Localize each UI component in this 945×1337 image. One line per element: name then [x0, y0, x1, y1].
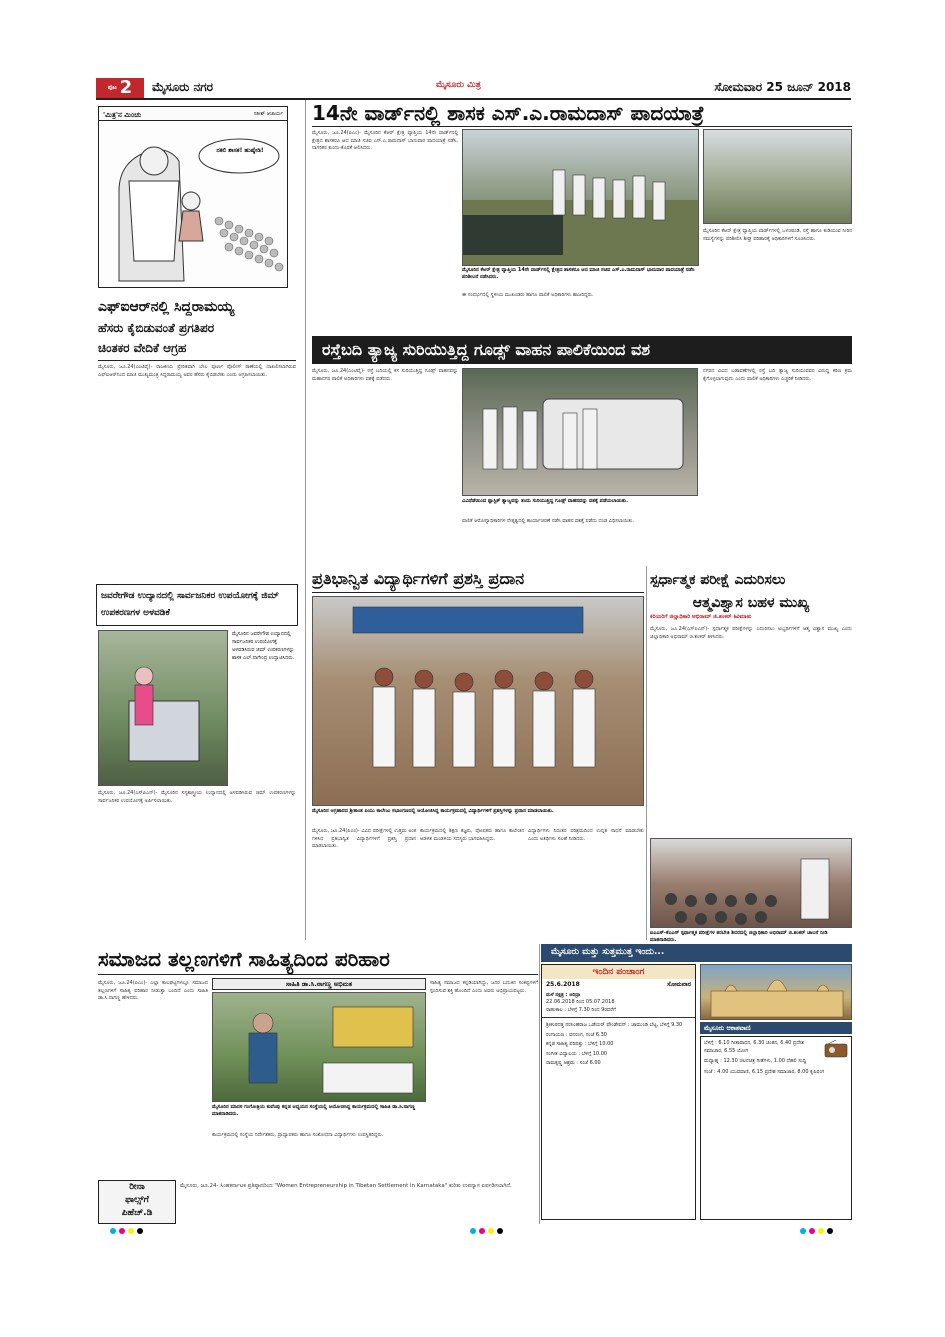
fir-headline: ಎಫ್‌ಐಆರ್‌ನಲ್ಲಿ ಸಿದ್ದರಾಮಯ್ಯ	[98, 299, 235, 315]
cartoon-title: 'ಮಿತ್ರ'ನ ಮಿಂಚು	[103, 111, 142, 119]
tibetan-note: ಮೈಸೂರು, ಜೂ.24- ಸಿಂಹಕರ್ನಾಟಕ ಪ್ರತಿಷ್ಠಾನದಿಂದ "Women Entrepreneurship in Tibetan Settlement in Karnataka" ಕುರಿತು ಉಪನ್ಯಾಸ ಏರ್ಪಡಿಸಲಾಗಿದೆ.	[180, 1183, 512, 1189]
exam-photo	[650, 838, 852, 928]
palace-photo	[700, 964, 852, 1020]
award-caption: ಮೈಸೂರಿನ ಅಗ್ರಹಾರದ ಶ್ರೀಕಾಂತ ಪಿಯು ಕಾಲೇಜು ಸಭಾಂಗಣದಲ್ಲಿ ಆಯೋಜಿಸಿದ್ದ ಕಾರ್ಯಕ್ರಮದಲ್ಲಿ ವಿದ್ಯಾರ್ಥಿಗಳಿಗೆ ಪ್ರಶಸ್ತಿಗಳನ್ನು ಪ್ರದಾನ ಮಾಡಲಾಯಿತು.	[312, 808, 554, 814]
society-body-2: ಸಾಹಿತ್ಯ ಸಮಾಜದ ಕನ್ನಡಿಯಾಗಿದ್ದು, ಜನರ ಬದುಕಿನ ಸಂಕಷ್ಟಗಳಿಗೆ ಸ್ಪಂದಿಸುವ ಶಕ್ತಿ ಹೊಂದಿದೆ ಎಂದು ಅವರು ಅಭಿಪ್ರಾಯಪಟ್ಟರು.	[430, 980, 538, 994]
society-caption: ಮೈಸೂರಿನ ಮಾನಸ ಗಂಗೋತ್ರಿಯ ಕುವೆಂಪು ಕನ್ನಡ ಅಧ್ಯಯನ ಸಂಸ್ಥೆಯಲ್ಲಿ ಆಯೋಜಿಸಿದ್ದ ಕಾರ್ಯಕ್ರಮದಲ್ಲಿ ಸಾಹಿತಿ ಡಾ.ಸಿ.ನಾಗಣ್ಣ ಮಾತನಾಡಿದರು.	[212, 1104, 416, 1117]
society-headline: ಸಮಾಜದ ತಲ್ಲಣಗಳಿಗೆ ಸಾಹಿತ್ಯದಿಂದ ಪರಿಹಾರ	[98, 947, 390, 971]
padayatra-headline: 14ನೇ ವಾರ್ಡ್‌ನಲ್ಲಿ ಶಾಸಕ ಎಸ್.ಎ.ರಾಮದಾಸ್ ಪಾದಯಾತ್ರೆ	[312, 101, 704, 125]
registration-marks	[470, 1228, 503, 1234]
event-item: ಕನ್ನಡ ಸಾಹಿತ್ಯ ಪರಿಷತ್ತು : ಬೆಳಿಗ್ಗೆ 10.00	[546, 1041, 614, 1048]
newspaper-page: ಪುಟ 2 ಮೈಸೂರು ನಗರ ಮೈಸೂರು ಮಿತ್ರ ಸೋಮವಾರ 25 ಜೂನ್ 2018 'ಮಿತ್ರ'ನ ಮಿಂಚು ಸತೀಶ್ ಆಚಾರ್ಯ ನಕಲಿ ಶಾಸಕ! ಹುಷ್ಕೇಡಿ! 14ನೇ ವಾರ್ಡ್‌ನಲ್ಲಿ ಶಾಸಕ ಎಸ್.ಎ.ರಾಮದಾಸ್ ಪಾದಯಾತ್ರೆ ಮೈಸೂರು, ಜೂ.24(ಪಿಎಂ)- ಮೈಸೂರಿನ ಕೆಆರ್ ಕ್ಷೇತ್ರ ವ್ಯಾಪ್ತಿಯ 14ನೇ ವಾರ್ಡ್‌ನಲ್ಲಿ ಕ್ಷೇತ್ರದ ಶಾಸಕರೂ ಆದ ಮಾಜಿ ಸಚಿವ ಎಸ್.ಎ.ರಾಮದಾಸ್ ಭಾನುವಾರ ಪಾದಯಾತ್ರೆ ನಡೆಸಿ, ನಾಗರಿಕರ ಕುಂದು-ಕೊರತೆ ಆಲಿಸಿದರು. ಮೈಸೂರಿನ ಕೆಆರ್ ಕ್ಷೇತ್ರ ವ್ಯಾಪ್ತಿಯ 14ನೇ ವಾರ್ಡ್‌ನಲ್ಲಿ ಕ್ಷೇತ್ರದ ಶಾಸಕರೂ ಆದ ಮಾಜಿ ಸಚಿವ ಎಸ್.ಎ.ರಾಮದಾಸ್ ಭಾನುವಾರ ಪಾದಯಾತ್ರೆ ನಡೆಸಿ ಪರಿಶೀಲನೆ ನಡೆಸಿದರು. ಮೈಸೂರಿನ ಕೆಆರ್ ಕ್ಷೇತ್ರ ವ್ಯಾಪ್ತಿಯ ವಾರ್ಡ್‌ಗಳಲ್ಲಿ ಒಳಚರಂಡಿ, ರಸ್ತೆ ಹಾಗೂ ಕುಡಿಯುವ ನೀರಿನ ಸಮಸ್ಯೆಗಳನ್ನು ಪರಿಶೀಲಿಸಿ ಶೀಘ್ರ ಪರಿಹಾರಕ್ಕೆ ಅಧಿಕಾರಿಗಳಿಗೆ ಸೂಚಿಸಿದರು. ಈ ಸಂದರ್ಭದಲ್ಲಿ ಸ್ಥಳೀಯ ಮುಖಂಡರು ಹಾಗೂ ಪಾಲಿಕೆ ಅಧಿಕಾರಿಗಳು ಹಾಜರಿದ್ದರು. ಎಫ್‌ಐಆರ್‌ನಲ್ಲಿ ಸಿದ್ದರಾಮಯ್ಯ ಹೆಸರು ಕೈಬಿಡುವಂತೆ ಪ್ರಗತಿಪರ ಚಿಂತಕರ ವೇದಿಕೆ ಆಗ್ರಹ ಮೈಸೂರು, ಜೂ.24(ಎಂಟಿವೈ)- ರಾಜಕೀಯ ಪ್ರೇರಿತವಾಗಿ ಬೇಲ ಪೂರ್ಣ ಪೊಲೀಸ್ ಠಾಣೆಯಲ್ಲಿ ದಾಖಲಿಸಲಾಗಿರುವ ಎಫ್‌ಐಆರ್‌ನಿಂದ ಮಾಜಿ ಮುಖ್ಯಮಂತ್ರಿ ಸಿದ್ದರಾಮಯ್ಯ ಅವರ ಹೆಸರು ಕೈಬಿಡಬೇಕು ಎಂದು ಆಗ್ರಹಿಸಲಾಯಿತು. ರಸ್ತೆಬದಿ ತ್ಯಾಜ್ಯ ಸುರಿಯುತ್ತಿದ್ದ ಗೂಡ್ಸ್ ವಾಹನ ಪಾಲಿಕೆಯಿಂದ ವಶ ಮೈಸೂರು, ಜೂ.24(ಎಂಟಿವೈ)- ರಸ್ತೆ ಬದಿಯಲ್ಲಿ ಕಸ ಸುರಿಯುತ್ತಿದ್ದ ಗೂಡ್ಸ್ ವಾಹನವನ್ನು ಮಹಾನಗರ ಪಾಲಿಕೆ ಅಧಿಕಾರಿಗಳು ವಶಕ್ಕೆ ಪಡೆದರು. ವಿವಿಧೆಡೆಯಿಂದ ಪ್ಲಾಸ್ಟಿಕ್ ತ್ಯಾಜ್ಯವನ್ನು ತಂದು ಸುರಿಯುತ್ತಿದ್ದ ಗೂಡ್ಸ್ ವಾಹನವನ್ನು ವಶಕ್ಕೆ ಪಡೆಯಲಾಯಿತು. ಪಾಲಿಕೆ ಆರೋಗ್ಯಾಧಿಕಾರಿಗಳ ನೇತೃತ್ವದಲ್ಲಿ ಕಾರ್ಯಾಚರಣೆ ನಡೆಸಿ ವಾಹನ ವಶಕ್ಕೆ ಪಡೆದು ದಂಡ ವಿಧಿಸಲಾಯಿತು. ನಗರದ ವಿವಿಧ ಬಡಾವಣೆಗಳಲ್ಲಿ ರಸ್ತೆ ಬದಿ ತ್ಯಾಜ್ಯ ಸುರಿಯುವವರ ವಿರುದ್ಧ ಕಠಿಣ ಕ್ರಮ ಕೈಗೊಳ್ಳಲಾಗುವುದು ಎಂದು ಪಾಲಿಕೆ ಅಧಿಕಾರಿಗಳು ಎಚ್ಚರಿಕೆ ನೀಡಿದರು. ಜವರೇಗೌಡ ಉದ್ಯಾನದಲ್ಲಿ ಸಾರ್ವಜನಿಕರ ಉಪಯೋಗಕ್ಕೆ ಜಿಮ್ ಉಪಕರಣಗಳ ಅಳವಡಿಕೆ ಮೈಸೂರಿನ ಜವರೇಗೌಡ ಉದ್ಯಾನದಲ್ಲಿ ಸಾರ್ವಜನಿಕರ ಉಪಯೋಗಕ್ಕೆ ಅಳವಡಿಸಿರುವ ಜಿಮ್ ಉಪಕರಣಗಳನ್ನು ಶಾಸಕ ಎಲ್.ನಾಗೇಂದ್ರ ಉದ್ಘಾಟಿಸಿದರು. ಮೈಸೂರು, ಜೂ.24(ಎಸ್‌ಪಿಎನ್)- ಮೈಸೂರಿನ ಸಸ್ಯಶಾಸ್ತ್ರೀಯ ಉದ್ಯಾನದಲ್ಲಿ ಅಳವಡಿಸಿರುವ ಜಿಮ್ ಉಪಕರಣಗಳನ್ನು ಸಾರ್ವಜನಿಕರ ಉಪಯೋಗಕ್ಕೆ ಅರ್ಪಿಸಲಾಯಿತು. ಪ್ರತಿಭಾನ್ವಿತ ವಿದ್ಯಾರ್ಥಿಗಳಿಗೆ ಪ್ರಶಸ್ತಿ ಪ್ರದಾನ ಮೈಸೂರಿನ ಅಗ್ರಹಾರದ ಶ್ರೀಕಾಂತ ಪಿಯು ಕಾಲೇಜು ಸಭಾಂಗಣದಲ್ಲಿ ಆಯೋಜಿಸಿದ್ದ ಕಾರ್ಯಕ್ರಮದಲ್ಲಿ ವಿದ್ಯಾರ್ಥಿಗಳಿಗೆ ಪ್ರಶಸ್ತಿಗಳನ್ನು ಪ್ರದಾನ ಮಾಡಲಾಯಿತು. ಮೈಸೂರು, ಜೂ.24(ಪಿಎಂ)- ವಿವಿಧ ಪರೀಕ್ಷೆಗಳಲ್ಲಿ ಉತ್ತಮ ಅಂಕ ಗಳಿಸಿದ ಪ್ರತಿಭಾನ್ವಿತ ವಿದ್ಯಾರ್ಥಿಗಳಿಗೆ ಪ್ರಶಸ್ತಿ ಪ್ರದಾನ ಮಾಡಲಾಯಿತು. ಕಾರ್ಯಕ್ರಮದಲ್ಲಿ ಶಿಕ್ಷಣ ತಜ್ಞರು, ಪೋಷಕರು ಹಾಗೂ ಕಾಲೇಜಿನ ಆಡಳಿತ ಮಂಡಳಿಯ ಸದಸ್ಯರು ಭಾಗವಹಿಸಿದ್ದರು. ವಿದ್ಯಾರ್ಥಿಗಳು ನಿರಂತರ ಪರಿಶ್ರಮದಿಂದ ಉನ್ನತ ಸಾಧನೆ ಮಾಡಬೇಕು ಎಂದು ಅತಿಥಿಗಳು ಸಲಹೆ ನೀಡಿದರು. ಸ್ಪರ್ಧಾತ್ಮಕ ಪರೀಕ್ಷೆ ಎದುರಿಸಲು ಆತ್ಮವಿಶ್ವಾಸ ಬಹಳ ಮುಖ್ಯ ಕಿರಿಯರಿಗೆ ಜಿಲ್ಲಾಧಿಕಾರಿ ಅಭಿರಾಮ್ ಜಿ.ಶಂಕರ್ ಕಿವಿಮಾತು ಮೈಸೂರು, ಜೂ.24(ಎಸ್‌ಪಿಎನ್)- ಸ್ಪರ್ಧಾತ್ಮಕ ಪರೀಕ್ಷೆಗಳನ್ನು ಎದುರಿಸಲು ಅಭ್ಯರ್ಥಿಗಳಿಗೆ ಆತ್ಮ ವಿಶ್ವಾಸ ಮುಖ್ಯ ಎಂದು ಜಿಲ್ಲಾಧಿಕಾರಿ ಅಭಿರಾಮ್ ಜಿ.ಶಂಕರ್ ತಿಳಿಸಿದರು. ಐಎಎಸ್-ಕೆಎಎಸ್ ಸ್ಪರ್ಧಾತ್ಮಕ ಪರೀಕ್ಷೆಗಳ ತರಬೇತಿ ಶಿಬಿರದಲ್ಲಿ ಜಿಲ್ಲಾಧಿಕಾರಿ ಅಭಿರಾಮ್ ಜಿ.ಶಂಕರ್ ಚಾಲನೆ ನೀಡಿ ಮಾತನಾಡಿದರು. ಸಮಾಜದ ತಲ್ಲಣಗಳಿಗೆ ಸಾಹಿತ್ಯದಿಂದ ಪರಿಹಾರ ಮೈಸೂರು, ಜೂ.24(ಪಿಎಂ)- ಎಲ್ಲಾ ಕಾಲಘಟ್ಟಗಳಲ್ಲೂ ಸಮಾಜದ ತಲ್ಲಣಗಳಿಗೆ ಸಾಹಿತ್ಯ ಪರಿಹಾರ ನೀಡುತ್ತಾ ಬಂದಿದೆ ಎಂದು ಸಾಹಿತಿ ಡಾ.ಸಿ.ನಾಗಣ್ಣ ಹೇಳಿದರು. ಸಾಹಿತಿ ಡಾ.ಸಿ.ನಾಗಣ್ಣ ಅಭಿಮತ ಮೈಸೂರಿನ ಮಾನಸ ಗಂಗೋತ್ರಿಯ ಕುವೆಂಪು ಕನ್ನಡ ಅಧ್ಯಯನ ಸಂಸ್ಥೆಯಲ್ಲಿ ಆಯೋಜಿಸಿದ್ದ ಕಾರ್ಯಕ್ರಮದಲ್ಲಿ ಸಾಹಿತಿ ಡಾ.ಸಿ.ನಾಗಣ್ಣ ಮಾತನಾಡಿದರು. ಸಾಹಿತ್ಯ ಸಮಾಜದ ಕನ್ನಡಿಯಾಗಿದ್ದು, ಜನರ ಬದುಕಿನ ಸಂಕಷ್ಟಗಳಿಗೆ ಸ್ಪಂದಿಸುವ ಶಕ್ತಿ ಹೊಂದಿದೆ ಎಂದು ಅವರು ಅಭಿಪ್ರಾಯಪಟ್ಟರು. ಕಾರ್ಯಕ್ರಮದಲ್ಲಿ ಸಂಸ್ಥೆಯ ನಿರ್ದೇಶಕರು, ಪ್ರಾಧ್ಯಾಪಕರು ಹಾಗೂ ಸಂಶೋಧನಾ ವಿದ್ಯಾರ್ಥಿಗಳು ಉಪಸ್ಥಿತರಿದ್ದರು. ರೀನಾ ಫಾಲ್ಸ್‌ಗೆ ಪಿಹೆಚ್.ಡಿ ಮೈಸೂರು, ಜೂ.24- ಸಿಂಹಕರ್ನಾಟಕ ಪ್ರತಿಷ್ಠಾನದಿಂದ "Women Entrepreneurship in Tibetan Settlement in Karnataka" ಕುರಿತು ಉಪನ್ಯಾಸ ಏರ್ಪಡಿಸಲಾಗಿದೆ. ಮೈಸೂರು ಮತ್ತು ಸುತ್ತಮುತ್ತ ಇಂದು... ಇಂದಿನ ಪಂಚಾಂಗ 25.6.2018 ಸೋಮವಾರ ಮಳೆ ನಕ್ಷತ್ರ : ಆರಿದ್ರಾ 22.06.2018 ರಿಂದ 05.07.2018 ರಾಹುಕಾಲ : ಬೆಳಿಗ್ಗೆ 7.30 ರಿಂದ 9ರವರೆಗೆ ಶ್ರೀಕಂಠದತ್ತ ನರಸಿಂಹರಾಜ ಒಡೆಯರ್ ಫೌಂಡೇಷನ್ : ಚಾಮುಂಡಿ ಬೆಟ್ಟ, ಬೆಳಿಗ್ಗೆ 9.30 ರಂಗಾಯಣ : ವನರಂಗ, ಸಂಜೆ 6.30 ಕನ್ನಡ ಸಾಹಿತ್ಯ ಪರಿಷತ್ತು : ಬೆಳಿಗ್ಗೆ 10.00 ಸಂಗೀತ ವಿದ್ಯಾಲಯ : ಬೆಳಿಗ್ಗೆ 10.00 ರಾಮಕೃಷ್ಣ ಆಶ್ರಮ : ಸಂಜೆ 6.00 ಮೈಸೂರು ಆಕಾಶವಾಣಿ ಬೆಳಿಗ್ಗೆ : 6.10 ಗೀತಾರಾಧನ, 6.30 ಚಿಂತನ, 6.40 ಪ್ರದೇಶ ಸಮಾಚಾರ, 6.55 ಯೋಗ ಮಧ್ಯಾಹ್ನ : 12.30 ಚಲನಚಿತ್ರ ಗೀತೆಗಳು, 1.00 ದೆಹಲಿ ಸುದ್ದಿ ಸಂಜೆ : 4.00 ಯುವವಾಣಿ, 6.15 ಪ್ರದೇಶ ಸಮಾಚಾರ, 8.00 ಕೃಷಿರಂಗ	[0, 0, 945, 1337]
radio-item: ಸಂಜೆ : 4.00 ಯುವವಾಣಿ, 6.15 ಪ್ರದೇಶ ಸಮಾಚಾರ, 8.00 ಕೃಷಿರಂಗ	[704, 1068, 825, 1075]
padayatra-body: ಮೈಸೂರು, ಜೂ.24(ಪಿಎಂ)- ಮೈಸೂರಿನ ಕೆಆರ್ ಕ್ಷೇತ್ರ ವ್ಯಾಪ್ತಿಯ 14ನೇ ವಾರ್ಡ್‌ನಲ್ಲಿ ಕ್ಷೇತ್ರದ ಶಾಸಕರೂ ಆದ ಮಾಜಿ ಸಚಿವ ಎಸ್.ಎ.ರಾಮದಾಸ್ ಭಾನುವಾರ ಪಾದಯಾತ್ರೆ ನಡೆಸಿ, ನಾಗರಿಕರ ಕುಂದು-ಕೊರತೆ ಆಲಿಸಿದರು.	[312, 130, 458, 151]
cartoon-box	[98, 106, 288, 288]
page-number-badge	[96, 78, 144, 98]
exam-caption: ಐಎಎಸ್-ಕೆಎಎಸ್ ಸ್ಪರ್ಧಾತ್ಮಕ ಪರೀಕ್ಷೆಗಳ ತರಬೇತಿ ಶಿಬಿರದಲ್ಲಿ ಜಿಲ್ಲಾಧಿಕಾರಿ ಅಭಿರಾಮ್ ಜಿ.ಶಂಕರ್ ಚಾಲನೆ ನೀಡಿ ಮಾತನಾಡಿದರು.	[650, 930, 828, 943]
panchanga-weekday: ಸೋಮವಾರ	[667, 981, 691, 988]
award-body-3: ವಿದ್ಯಾರ್ಥಿಗಳು ನಿರಂತರ ಪರಿಶ್ರಮದಿಂದ ಉನ್ನತ ಸಾಧನೆ ಮಾಡಬೇಕು ಎಂದು ಅತಿಥಿಗಳು ಸಲಹೆ ನೀಡಿದರು.	[528, 828, 644, 842]
panchanga-range: 22.06.2018 ರಿಂದ 05.07.2018	[546, 999, 615, 1006]
event-item: ರಾಮಕೃಷ್ಣ ಆಶ್ರಮ : ಸಂಜೆ 6.00	[546, 1060, 601, 1067]
radio-box	[700, 1036, 852, 1220]
padayatra-body-3: ಈ ಸಂದರ್ಭದಲ್ಲಿ ಸ್ಥಳೀಯ ಮುಖಂಡರು ಹಾಗೂ ಪಾಲಿಕೆ ಅಧಿಕಾರಿಗಳು ಹಾಜರಿದ್ದರು.	[462, 292, 594, 298]
phd-ad-box	[98, 1180, 176, 1224]
award-photo	[312, 596, 644, 806]
goods-caption: ವಿವಿಧೆಡೆಯಿಂದ ಪ್ಲಾಸ್ಟಿಕ್ ತ್ಯಾಜ್ಯವನ್ನು ತಂದು ಸುರಿಯುತ್ತಿದ್ದ ಗೂಡ್ಸ್ ವಾಹನವನ್ನು ವಶಕ್ಕೆ ಪಡೆಯಲಾಯಿತು.	[462, 498, 628, 504]
gym-headline-box	[96, 584, 298, 626]
paper-name: ಮೈಸೂರು ಮಿತ್ರ	[436, 80, 481, 90]
gym-headline: ಜವರೇಗೌಡ ಉದ್ಯಾನದಲ್ಲಿ ಸಾರ್ವಜನಿಕರ ಉಪಯೋಗಕ್ಕೆ ಜಿಮ್ ಉಪಕರಣಗಳ ಅಳವಡಿಕೆ	[101, 591, 279, 618]
ad-line-2: ಫಾಲ್ಸ್‌ಗೆ	[125, 1195, 149, 1205]
goods-headline: ರಸ್ತೆಬದಿ ತ್ಯಾಜ್ಯ ಸುರಿಯುತ್ತಿದ್ದ ಗೂಡ್ಸ್ ವಾಹನ ಪಾಲಿಕೆಯಿಂದ ವಶ	[312, 336, 852, 364]
gym-side-caption: ಮೈಸೂರಿನ ಜವರೇಗೌಡ ಉದ್ಯಾನದಲ್ಲಿ ಸಾರ್ವಜನಿಕರ ಉಪಯೋಗಕ್ಕೆ ಅಳವಡಿಸಿರುವ ಜಿಮ್ ಉಪಕರಣಗಳನ್ನು ಶಾಸಕ ಎಲ್.ನಾಗೇಂದ್ರ ಉದ್ಘಾಟಿಸಿದರು.	[232, 631, 295, 661]
padayatra-photo	[462, 129, 699, 266]
society-subhead: ಸಾಹಿತಿ ಡಾ.ಸಿ.ನಾಗಣ್ಣ ಅಭಿಮತ	[212, 978, 426, 990]
society-photo	[212, 992, 426, 1102]
ad-line-1: ರೀನಾ	[129, 1182, 145, 1192]
padayatra-photo-2	[703, 129, 852, 224]
radio-item: ಮಧ್ಯಾಹ್ನ : 12.30 ಚಲನಚಿತ್ರ ಗೀತೆಗಳು, 1.00 ದೆಹಲಿ ಸುದ್ದಿ	[704, 1058, 807, 1064]
section-title: ಮೈಸೂರು ನಗರ	[152, 80, 214, 94]
event-item: ಸಂಗೀತ ವಿದ್ಯಾಲಯ : ಬೆಳಿಗ್ಗೆ 10.00	[546, 1050, 608, 1057]
registration-marks	[800, 1228, 833, 1234]
award-body-2: ಕಾರ್ಯಕ್ರಮದಲ್ಲಿ ಶಿಕ್ಷಣ ತಜ್ಞರು, ಪೋಷಕರು ಹಾಗೂ ಕಾಲೇಜಿನ ಆಡಳಿತ ಮಂಡಳಿಯ ಸದಸ್ಯರು ಭಾಗವಹಿಸಿದ್ದರು.	[420, 828, 524, 842]
award-body: ಮೈಸೂರು, ಜೂ.24(ಪಿಎಂ)- ವಿವಿಧ ಪರೀಕ್ಷೆಗಳಲ್ಲಿ ಉತ್ತಮ ಅಂಕ ಗಳಿಸಿದ ಪ್ರತಿಭಾನ್ವಿತ ವಿದ್ಯಾರ್ಥಿಗಳಿಗೆ ಪ್ರಶಸ್ತಿ ಪ್ರದಾನ ಮಾಡಲಾಯಿತು.	[312, 828, 416, 849]
panchanga-rahukala: ರಾಹುಕಾಲ : ಬೆಳಿಗ್ಗೆ 7.30 ರಿಂದ 9ರವರೆಗೆ	[546, 1006, 616, 1013]
issue-date: ಸೋಮವಾರ 25 ಜೂನ್ 2018	[714, 80, 851, 94]
society-body: ಮೈಸೂರು, ಜೂ.24(ಪಿಎಂ)- ಎಲ್ಲಾ ಕಾಲಘಟ್ಟಗಳಲ್ಲೂ ಸಮಾಜದ ತಲ್ಲಣಗಳಿಗೆ ಸಾಹಿತ್ಯ ಪರಿಹಾರ ನೀಡುತ್ತಾ ಬಂದಿದೆ ಎಂದು ಸಾಹಿತಿ ಡಾ.ಸಿ.ನಾಗಣ್ಣ ಹೇಳಿದರು.	[98, 980, 208, 1001]
panchanga-nakshatra: ಮಳೆ ನಕ್ಷತ್ರ : ಆರಿದ್ರಾ	[546, 991, 581, 998]
radio-icon	[824, 1040, 848, 1058]
goods-body: ಮೈಸೂರು, ಜೂ.24(ಎಂಟಿವೈ)- ರಸ್ತೆ ಬದಿಯಲ್ಲಿ ಕಸ ಸುರಿಯುತ್ತಿದ್ದ ಗೂಡ್ಸ್ ವಾಹನವನ್ನು ಮಹಾನಗರ ಪಾಲಿಕೆ ಅಧಿಕಾರಿಗಳು ವಶಕ್ಕೆ ಪಡೆದರು.	[312, 368, 458, 382]
panchanga-title: ಇಂದಿನ ಪಂಚಾಂಗ	[542, 965, 695, 979]
registration-marks	[110, 1228, 143, 1234]
cartoon-speech-bubble: ನಕಲಿ ಶಾಸಕ! ಹುಷ್ಕೇಡಿ!	[216, 147, 264, 154]
society-body-3: ಕಾರ್ಯಕ್ರಮದಲ್ಲಿ ಸಂಸ್ಥೆಯ ನಿರ್ದೇಶಕರು, ಪ್ರಾಧ್ಯಾಪಕರು ಹಾಗೂ ಸಂಶೋಧನಾ ವಿದ್ಯಾರ್ಥಿಗಳು ಉಪಸ್ಥಿತರಿದ್ದರು.	[212, 1132, 384, 1138]
event-item: ರಂಗಾಯಣ : ವನರಂಗ, ಸಂಜೆ 6.30	[546, 1031, 607, 1038]
goods-body-2: ಪಾಲಿಕೆ ಆರೋಗ್ಯಾಧಿಕಾರಿಗಳ ನೇತೃತ್ವದಲ್ಲಿ ಕಾರ್ಯಾಚರಣೆ ನಡೆಸಿ ವಾಹನ ವಶಕ್ಕೆ ಪಡೆದು ದಂಡ ವಿಧಿಸಲಾಯಿತು.	[462, 518, 635, 524]
cartoon-artist: ಸತೀಶ್ ಆಚಾರ್ಯ	[253, 111, 283, 117]
padayatra-body-2: ಮೈಸೂರಿನ ಕೆಆರ್ ಕ್ಷೇತ್ರ ವ್ಯಾಪ್ತಿಯ ವಾರ್ಡ್‌ಗಳಲ್ಲಿ ಒಳಚರಂಡಿ, ರಸ್ತೆ ಹಾಗೂ ಕುಡಿಯುವ ನೀರಿನ ಸಮಸ್ಯೆಗಳನ್ನು ಪರಿಶೀಲಿಸಿ ಶೀಘ್ರ ಪರಿಹಾರಕ್ಕೆ ಅಧಿಕಾರಿಗಳಿಗೆ ಸೂಚಿಸಿದರು.	[703, 228, 852, 242]
radio-item: ಬೆಳಿಗ್ಗೆ : 6.10 ಗೀತಾರಾಧನ, 6.30 ಚಿಂತನ, 6.40 ಪ್ರದೇಶ ಸಮಾಚಾರ, 6.55 ಯೋಗ	[704, 1040, 804, 1054]
ad-line-3: ಪಿಹೆಚ್.ಡಿ	[121, 1208, 153, 1218]
gym-photo	[98, 630, 228, 786]
exam-body: ಮೈಸೂರು, ಜೂ.24(ಎಸ್‌ಪಿಎನ್)- ಸ್ಪರ್ಧಾತ್ಮಕ ಪರೀಕ್ಷೆಗಳನ್ನು ಎದುರಿಸಲು ಅಭ್ಯರ್ಥಿಗಳಿಗೆ ಆತ್ಮ ವಿಶ್ವಾಸ ಮುಖ್ಯ ಎಂದು ಜಿಲ್ಲಾಧಿಕಾರಿ ಅಭಿರಾಮ್ ಜಿ.ಶಂಕರ್ ತಿಳಿಸಿದರು.	[650, 626, 852, 640]
exam-headline-line2: ಆತ್ಮವಿಶ್ವಾಸ ಬಹಳ ಮುಖ್ಯ	[692, 595, 810, 611]
goods-body-3: ನಗರದ ವಿವಿಧ ಬಡಾವಣೆಗಳಲ್ಲಿ ರಸ್ತೆ ಬದಿ ತ್ಯಾಜ್ಯ ಸುರಿಯುವವರ ವಿರುದ್ಧ ಕಠಿಣ ಕ್ರಮ ಕೈಗೊಳ್ಳಲಾಗುವುದು ಎಂದು ಪಾಲಿಕೆ ಅಧಿಕಾರಿಗಳು ಎಚ್ಚರಿಕೆ ನೀಡಿದರು.	[703, 368, 852, 382]
exam-headline-line1: ಸ್ಪರ್ಧಾತ್ಮಕ ಪರೀಕ್ಷೆ ಎದುರಿಸಲು	[650, 572, 786, 588]
award-headline: ಪ್ರತಿಭಾನ್ವಿತ ವಿದ್ಯಾರ್ಥಿಗಳಿಗೆ ಪ್ರಶಸ್ತಿ ಪ್ರದಾನ	[312, 569, 525, 588]
gym-body: ಮೈಸೂರು, ಜೂ.24(ಎಸ್‌ಪಿಎನ್)- ಮೈಸೂರಿನ ಸಸ್ಯಶಾಸ್ತ್ರೀಯ ಉದ್ಯಾನದಲ್ಲಿ ಅಳವಡಿಸಿರುವ ಜಿಮ್ ಉಪಕರಣಗಳನ್ನು ಸಾರ್ವಜನಿಕರ ಉಪಯೋಗಕ್ಕೆ ಅರ್ಪಿಸಲಾಯಿತು.	[98, 790, 296, 804]
radio-title: ಮೈಸೂರು ಆಕಾಶವಾಣಿ	[700, 1022, 852, 1034]
panchanga-date: 25.6.2018	[546, 981, 580, 988]
goods-photo	[462, 368, 698, 496]
exam-subhead: ಕಿರಿಯರಿಗೆ ಜಿಲ್ಲಾಧಿಕಾರಿ ಅಭಿರಾಮ್ ಜಿ.ಶಂಕರ್ ಕಿವಿಮಾತು	[650, 614, 752, 620]
padayatra-caption: ಮೈಸೂರಿನ ಕೆಆರ್ ಕ್ಷೇತ್ರ ವ್ಯಾಪ್ತಿಯ 14ನೇ ವಾರ್ಡ್‌ನಲ್ಲಿ ಕ್ಷೇತ್ರದ ಶಾಸಕರೂ ಆದ ಮಾಜಿ ಸಚಿವ ಎಸ್.ಎ.ರಾಮದಾಸ್ ಭಾನುವಾರ ಪಾದಯಾತ್ರೆ ನಡೆಸಿ ಪರಿಶೀಲನೆ ನಡೆಸಿದರು.	[462, 267, 695, 280]
event-item: ಶ್ರೀಕಂಠದತ್ತ ನರಸಿಂಹರಾಜ ಒಡೆಯರ್ ಫೌಂಡೇಷನ್ : ಚಾಮುಂಡಿ ಬೆಟ್ಟ, ಬೆಳಿಗ್ಗೆ 9.30	[546, 1022, 683, 1029]
panchanga-box	[541, 964, 696, 1220]
masthead	[96, 76, 851, 100]
page-label: ಪುಟ	[107, 83, 117, 91]
fir-body: ಮೈಸೂರು, ಜೂ.24(ಎಂಟಿವೈ)- ರಾಜಕೀಯ ಪ್ರೇರಿತವಾಗಿ ಬೇಲ ಪೂರ್ಣ ಪೊಲೀಸ್ ಠಾಣೆಯಲ್ಲಿ ದಾಖಲಿಸಲಾಗಿರುವ ಎಫ್‌ಐಆರ್‌ನಿಂದ ಮಾಜಿ ಮುಖ್ಯಮಂತ್ರಿ ಸಿದ್ದರಾಮಯ್ಯ ಅವರ ಹೆಸರು ಕೈಬಿಡಬೇಕು ಎಂದು ಆಗ್ರಹಿಸಲಾಯಿತು.	[98, 364, 296, 378]
page-number: 2	[119, 76, 133, 98]
today-header: ಮೈಸೂರು ಮತ್ತು ಸುತ್ತಮುತ್ತ ಇಂದು...	[541, 944, 852, 962]
